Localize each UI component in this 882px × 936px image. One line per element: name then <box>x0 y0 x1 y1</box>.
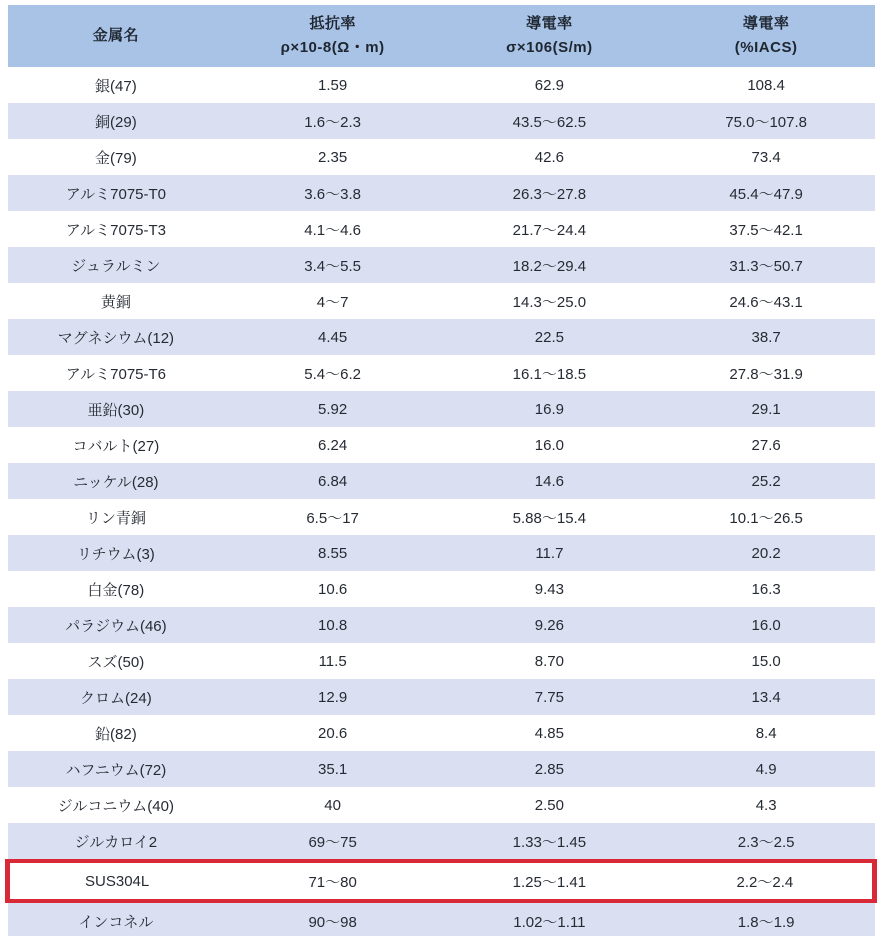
cell-conductivity-sm: 2.50 <box>441 787 658 823</box>
cell-resistivity: 8.55 <box>224 535 441 571</box>
cell-resistivity: 69〜75 <box>224 823 441 861</box>
cell-metal-name: 金(79) <box>8 139 225 175</box>
table-row <box>8 463 875 499</box>
table-row-highlighted <box>8 861 875 901</box>
cell-conductivity-sm: 21.7〜24.4 <box>441 211 658 247</box>
metal-conductivity-table <box>5 5 877 936</box>
cell-metal-name: インコネル <box>8 901 225 936</box>
cell-conductivity-sm: 1.33〜1.45 <box>441 823 658 861</box>
cell-resistivity: 5.92 <box>224 391 441 427</box>
cell-conductivity-sm: 16.9 <box>441 391 658 427</box>
cell-metal-name: アルミ7075-T3 <box>8 211 225 247</box>
table-row <box>8 139 875 175</box>
table-row <box>8 751 875 787</box>
table-row <box>8 283 875 319</box>
cell-resistivity: 90〜98 <box>224 901 441 936</box>
cell-conductivity-iacs: 10.1〜26.5 <box>658 499 875 535</box>
cell-resistivity: 6.24 <box>224 427 441 463</box>
table-header <box>8 5 875 67</box>
cell-conductivity-iacs: 15.0 <box>658 643 875 679</box>
table-row <box>8 535 875 571</box>
cell-metal-name: 銀(47) <box>8 67 225 103</box>
table-row <box>8 571 875 607</box>
cell-conductivity-sm: 62.9 <box>441 67 658 103</box>
cell-resistivity: 6.5〜17 <box>224 499 441 535</box>
cell-metal-name: ジルコニウム(40) <box>8 787 225 823</box>
header-unit: σ×106(S/m) <box>506 39 593 56</box>
cell-resistivity: 6.84 <box>224 463 441 499</box>
table-row <box>8 391 875 427</box>
cell-conductivity-iacs: 75.0〜107.8 <box>658 103 875 139</box>
cell-resistivity: 2.35 <box>224 139 441 175</box>
cell-conductivity-sm: 4.85 <box>441 715 658 751</box>
header-label: 抵抗率 <box>309 15 356 32</box>
cell-conductivity-iacs: 13.4 <box>658 679 875 715</box>
cell-conductivity-iacs: 37.5〜42.1 <box>658 211 875 247</box>
cell-metal-name: ジュラルミン <box>8 247 225 283</box>
header-unit: ρ×10-8(Ω・m) <box>280 39 385 56</box>
cell-resistivity: 3.4〜5.5 <box>224 247 441 283</box>
cell-conductivity-iacs: 4.9 <box>658 751 875 787</box>
cell-resistivity: 71〜80 <box>224 861 441 901</box>
cell-resistivity: 11.5 <box>224 643 441 679</box>
cell-conductivity-sm: 43.5〜62.5 <box>441 103 658 139</box>
cell-resistivity: 5.4〜6.2 <box>224 355 441 391</box>
cell-metal-name: ハフニウム(72) <box>8 751 225 787</box>
cell-conductivity-sm: 8.70 <box>441 643 658 679</box>
table-row <box>8 355 875 391</box>
table-body <box>8 67 875 936</box>
cell-resistivity: 3.6〜3.8 <box>224 175 441 211</box>
cell-conductivity-iacs: 24.6〜43.1 <box>658 283 875 319</box>
cell-conductivity-sm: 1.02〜1.11 <box>441 901 658 936</box>
header-label: 金属名 <box>92 27 140 44</box>
table-row <box>8 607 875 643</box>
header-unit: (%IACS) <box>734 39 798 56</box>
cell-metal-name: マグネシウム(12) <box>8 319 225 355</box>
cell-conductivity-sm: 1.25〜1.41 <box>441 861 658 901</box>
cell-conductivity-sm: 26.3〜27.8 <box>441 175 658 211</box>
table-row <box>8 901 875 936</box>
cell-metal-name: 白金(78) <box>8 571 225 607</box>
cell-resistivity: 1.59 <box>224 67 441 103</box>
cell-resistivity: 1.6〜2.3 <box>224 103 441 139</box>
cell-resistivity: 10.6 <box>224 571 441 607</box>
cell-conductivity-iacs: 31.3〜50.7 <box>658 247 875 283</box>
cell-conductivity-iacs: 38.7 <box>658 319 875 355</box>
cell-conductivity-iacs: 27.8〜31.9 <box>658 355 875 391</box>
cell-conductivity-sm: 18.2〜29.4 <box>441 247 658 283</box>
header-label: 導電率 <box>526 15 573 32</box>
table-row <box>8 67 875 103</box>
cell-resistivity: 12.9 <box>224 679 441 715</box>
table-row <box>8 427 875 463</box>
table-row <box>8 211 875 247</box>
cell-metal-name: ニッケル(28) <box>8 463 225 499</box>
cell-conductivity-sm: 9.26 <box>441 607 658 643</box>
table-row <box>8 175 875 211</box>
cell-resistivity: 20.6 <box>224 715 441 751</box>
cell-conductivity-iacs: 45.4〜47.9 <box>658 175 875 211</box>
cell-conductivity-iacs: 25.2 <box>658 463 875 499</box>
cell-conductivity-sm: 11.7 <box>441 535 658 571</box>
table-row <box>8 679 875 715</box>
cell-conductivity-sm: 2.85 <box>441 751 658 787</box>
table-row <box>8 787 875 823</box>
cell-metal-name: 亜鉛(30) <box>8 391 225 427</box>
cell-metal-name: リン青銅 <box>8 499 225 535</box>
cell-conductivity-sm: 22.5 <box>441 319 658 355</box>
cell-conductivity-sm: 5.88〜15.4 <box>441 499 658 535</box>
cell-conductivity-iacs: 108.4 <box>658 67 875 103</box>
cell-conductivity-iacs: 29.1 <box>658 391 875 427</box>
cell-resistivity: 35.1 <box>224 751 441 787</box>
table-row <box>8 715 875 751</box>
cell-conductivity-sm: 14.6 <box>441 463 658 499</box>
cell-conductivity-sm: 14.3〜25.0 <box>441 283 658 319</box>
cell-metal-name: クロム(24) <box>8 679 225 715</box>
cell-conductivity-sm: 42.6 <box>441 139 658 175</box>
cell-resistivity: 4.45 <box>224 319 441 355</box>
cell-conductivity-iacs: 20.2 <box>658 535 875 571</box>
table-row <box>8 247 875 283</box>
cell-metal-name: アルミ7075-T0 <box>8 175 225 211</box>
cell-resistivity: 40 <box>224 787 441 823</box>
cell-conductivity-iacs: 16.0 <box>658 607 875 643</box>
cell-metal-name: コバルト(27) <box>8 427 225 463</box>
column-header-metal-name <box>8 5 225 67</box>
cell-metal-name: アルミ7075-T6 <box>8 355 225 391</box>
cell-conductivity-sm: 7.75 <box>441 679 658 715</box>
cell-conductivity-iacs: 16.3 <box>658 571 875 607</box>
header-label: 導電率 <box>742 15 790 32</box>
cell-metal-name: スズ(50) <box>8 643 225 679</box>
cell-metal-name: リチウム(3) <box>8 535 225 571</box>
cell-conductivity-iacs: 4.3 <box>658 787 875 823</box>
table-row <box>8 499 875 535</box>
cell-metal-name: 銅(29) <box>8 103 225 139</box>
cell-resistivity: 4.1〜4.6 <box>224 211 441 247</box>
table-row <box>8 103 875 139</box>
cell-conductivity-sm: 9.43 <box>441 571 658 607</box>
cell-conductivity-sm: 16.1〜18.5 <box>441 355 658 391</box>
column-header-conductivity-iacs <box>658 5 875 67</box>
header-row <box>8 5 875 67</box>
cell-conductivity-iacs: 2.3〜2.5 <box>658 823 875 861</box>
cell-metal-name: SUS304L <box>8 861 225 901</box>
cell-conductivity-iacs: 1.8〜1.9 <box>658 901 875 936</box>
cell-conductivity-iacs: 73.4 <box>658 139 875 175</box>
table-row <box>8 643 875 679</box>
table-row <box>8 319 875 355</box>
cell-conductivity-iacs: 2.2〜2.4 <box>658 861 875 901</box>
column-header-resistivity <box>224 5 441 67</box>
cell-resistivity: 4〜7 <box>224 283 441 319</box>
cell-metal-name: パラジウム(46) <box>8 607 225 643</box>
cell-metal-name: 鉛(82) <box>8 715 225 751</box>
cell-metal-name: 黄銅 <box>8 283 225 319</box>
cell-metal-name: ジルカロイ2 <box>8 823 225 861</box>
cell-conductivity-sm: 16.0 <box>441 427 658 463</box>
column-header-conductivity-sm <box>441 5 658 67</box>
cell-conductivity-iacs: 8.4 <box>658 715 875 751</box>
cell-conductivity-iacs: 27.6 <box>658 427 875 463</box>
cell-resistivity: 10.8 <box>224 607 441 643</box>
table-row <box>8 823 875 861</box>
